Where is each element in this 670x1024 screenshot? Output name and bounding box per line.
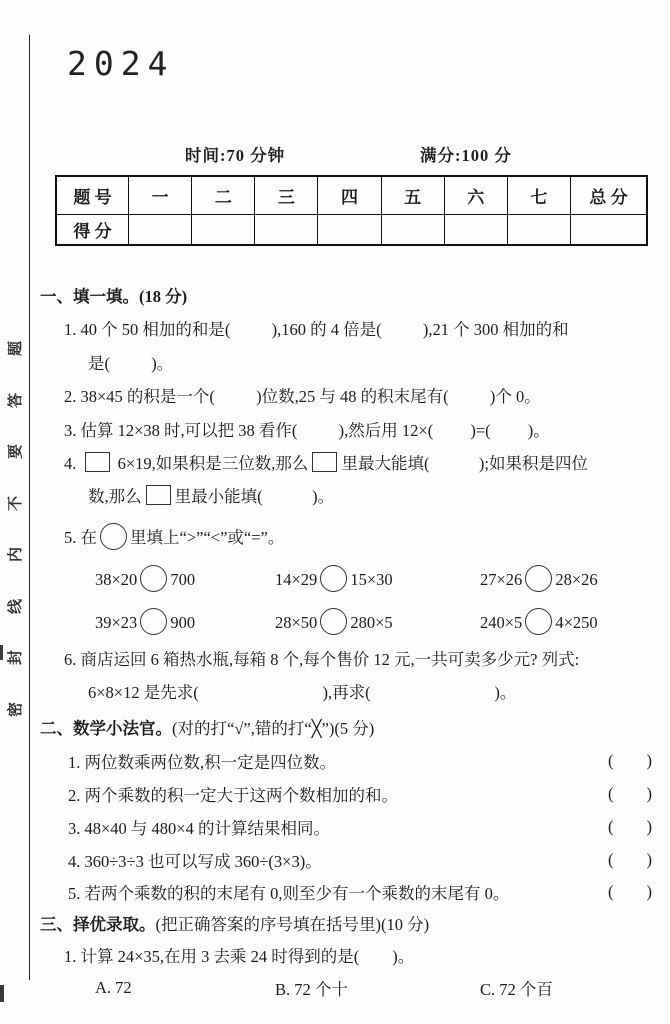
option-c: C. 72 个百 bbox=[480, 980, 553, 1000]
seal-divider-line bbox=[29, 35, 30, 980]
blank-box bbox=[146, 485, 171, 505]
score-cell bbox=[192, 215, 255, 246]
question-line: 6. 商店运回 6 箱热水瓶,每箱 8 个,每个售价 12 元,一共可卖多少元? 列式: bbox=[64, 649, 580, 669]
right-expression: 28×26 bbox=[555, 569, 598, 589]
score-cell bbox=[444, 215, 507, 246]
header-col-4: 四 bbox=[318, 176, 381, 215]
blank-box bbox=[312, 452, 337, 472]
header-question-number: 题 号 bbox=[56, 176, 129, 215]
option-a: A. 72 bbox=[95, 978, 132, 998]
question-line: 是( )。 bbox=[88, 353, 174, 373]
comparison-row bbox=[40, 557, 665, 600]
question-text: 里最小能填( )。 bbox=[174, 487, 335, 507]
header-col-2: 二 bbox=[192, 176, 255, 215]
question-line bbox=[40, 519, 665, 557]
option-b: B. 72 个十 bbox=[275, 980, 348, 1000]
question-line bbox=[40, 480, 665, 513]
section-title: 二、数学小法官。 bbox=[40, 718, 172, 738]
question-text: 里填上“>”“<”或“=”。 bbox=[130, 527, 285, 547]
score-cell bbox=[255, 215, 318, 246]
question-line: 2. 38×45 的积是一个( )位数,25 与 48 的积末尾有( )个 0。 bbox=[64, 387, 541, 407]
header-col-3: 三 bbox=[255, 176, 318, 215]
left-expression: 240×5 bbox=[480, 612, 523, 632]
seal-char: 线 bbox=[7, 598, 24, 614]
true-false-item bbox=[40, 778, 665, 811]
section1-heading: 一、填一填。(18 分) bbox=[40, 287, 188, 306]
exam-body bbox=[40, 280, 665, 1004]
score-row-label: 得 分 bbox=[56, 215, 129, 246]
seal-char: 封 bbox=[7, 650, 24, 666]
true-false-item bbox=[40, 745, 665, 778]
comparison-item bbox=[480, 608, 598, 635]
comparison-item bbox=[95, 565, 275, 592]
seal-char: 题 bbox=[7, 340, 24, 357]
scan-artifact bbox=[0, 985, 4, 1002]
statement-text: 3. 48×40 与 480×4 的计算结果相同。 bbox=[68, 818, 330, 838]
true-false-item bbox=[40, 876, 665, 909]
score-table-score-row bbox=[56, 215, 647, 246]
options-row bbox=[40, 973, 665, 1004]
question-text: 4. bbox=[64, 453, 81, 473]
score-cell bbox=[381, 215, 444, 246]
question-line: 6×8×12 是先求( ),再求( )。 bbox=[88, 683, 517, 703]
header-col-1: 一 bbox=[129, 176, 192, 215]
comparison-circle bbox=[320, 608, 347, 635]
header-total-score: 总 分 bbox=[571, 176, 648, 215]
comparison-item bbox=[95, 608, 275, 635]
left-expression: 14×29 bbox=[275, 569, 318, 589]
comparison-circle bbox=[320, 565, 347, 592]
question-text: 6×19,如果积是三位数,那么 bbox=[113, 453, 309, 473]
question-line: 3. 估算 12×38 时,可以把 38 看作( ),然后用 12×( )=( )。 bbox=[64, 420, 550, 440]
header-col-5: 五 bbox=[381, 176, 444, 215]
blank-box bbox=[85, 452, 110, 472]
comparison-circle bbox=[140, 608, 167, 635]
right-expression: 4×250 bbox=[555, 612, 598, 632]
comparison-item bbox=[275, 565, 480, 592]
section3 bbox=[40, 909, 665, 1004]
statement-text: 2. 两个乘数的积一定大于这两个数相加的和。 bbox=[68, 786, 398, 806]
time-limit-label: 时间:70 分钟 bbox=[185, 146, 286, 165]
answer-paren: ( ) bbox=[608, 751, 652, 771]
comparison-item bbox=[275, 608, 480, 635]
seal-char: 要 bbox=[7, 444, 24, 460]
full-score-label: 满分:100 分 bbox=[420, 146, 512, 165]
true-false-item bbox=[40, 811, 665, 844]
comparison-circle bbox=[100, 523, 127, 550]
comparison-circle bbox=[525, 565, 552, 592]
comparison-circle bbox=[140, 565, 167, 592]
seal-char: 不 bbox=[7, 495, 24, 511]
section-title: 三、择优录取。 bbox=[40, 914, 156, 934]
seal-char: 内 bbox=[7, 547, 24, 563]
score-cell bbox=[571, 215, 648, 246]
question-text: 数,那么 bbox=[88, 487, 142, 507]
statement-text: 4. 360÷3÷3 也可以写成 360÷(3×3)。 bbox=[68, 851, 322, 871]
section3-heading bbox=[40, 909, 665, 941]
exam-year: 2024 bbox=[67, 44, 175, 83]
question-line: 1. 计算 24×35,在用 3 去乘 24 时得到的是( )。 bbox=[64, 946, 415, 966]
right-expression: 15×30 bbox=[350, 569, 393, 589]
header-col-7: 七 bbox=[507, 176, 570, 215]
section-note: (把正确答案的序号填在括号里)(10 分) bbox=[155, 914, 430, 934]
question-text: 5. 在 bbox=[64, 527, 97, 547]
score-cell bbox=[129, 215, 192, 246]
left-expression: 38×20 bbox=[95, 569, 138, 589]
answer-paren: ( ) bbox=[608, 816, 652, 836]
statement-text: 5. 若两个乘数的积的末尾有 0,则至少有一个乘数的末尾有 0。 bbox=[68, 884, 510, 904]
score-table-header-row bbox=[56, 176, 647, 215]
comparison-row bbox=[40, 600, 665, 643]
right-expression: 700 bbox=[170, 569, 196, 589]
comparison-item bbox=[480, 565, 598, 592]
statement-text: 1. 两位数乘两位数,积一定是四位数。 bbox=[68, 753, 337, 773]
seal-char: 密 bbox=[7, 701, 24, 717]
scan-artifact bbox=[0, 645, 3, 660]
seal-margin-text bbox=[1, 338, 28, 720]
answer-paren: ( ) bbox=[608, 849, 652, 869]
seal-char: 答 bbox=[7, 392, 24, 408]
true-false-item bbox=[40, 843, 665, 876]
right-expression: 900 bbox=[170, 612, 196, 632]
score-cell bbox=[507, 215, 570, 246]
score-cell bbox=[318, 215, 381, 246]
answer-paren: ( ) bbox=[608, 784, 652, 804]
left-expression: 39×23 bbox=[95, 612, 138, 632]
answer-paren: ( ) bbox=[608, 882, 652, 902]
right-expression: 280×5 bbox=[350, 612, 393, 632]
section-note: (对的打“√”,错的打“╳”)(5 分) bbox=[172, 718, 375, 738]
question-line: 1. 40 个 50 相加的和是( ),160 的 4 倍是( ),21 个 300 相加的和 bbox=[64, 320, 569, 340]
header-col-6: 六 bbox=[444, 176, 507, 215]
left-expression: 27×26 bbox=[480, 569, 523, 589]
question-line bbox=[40, 447, 665, 480]
section2-heading bbox=[40, 712, 665, 745]
score-table bbox=[55, 175, 648, 246]
question-text: 里最大能填( );如果积是四位 bbox=[341, 453, 589, 473]
left-expression: 28×50 bbox=[275, 612, 318, 632]
comparison-circle bbox=[525, 608, 552, 635]
